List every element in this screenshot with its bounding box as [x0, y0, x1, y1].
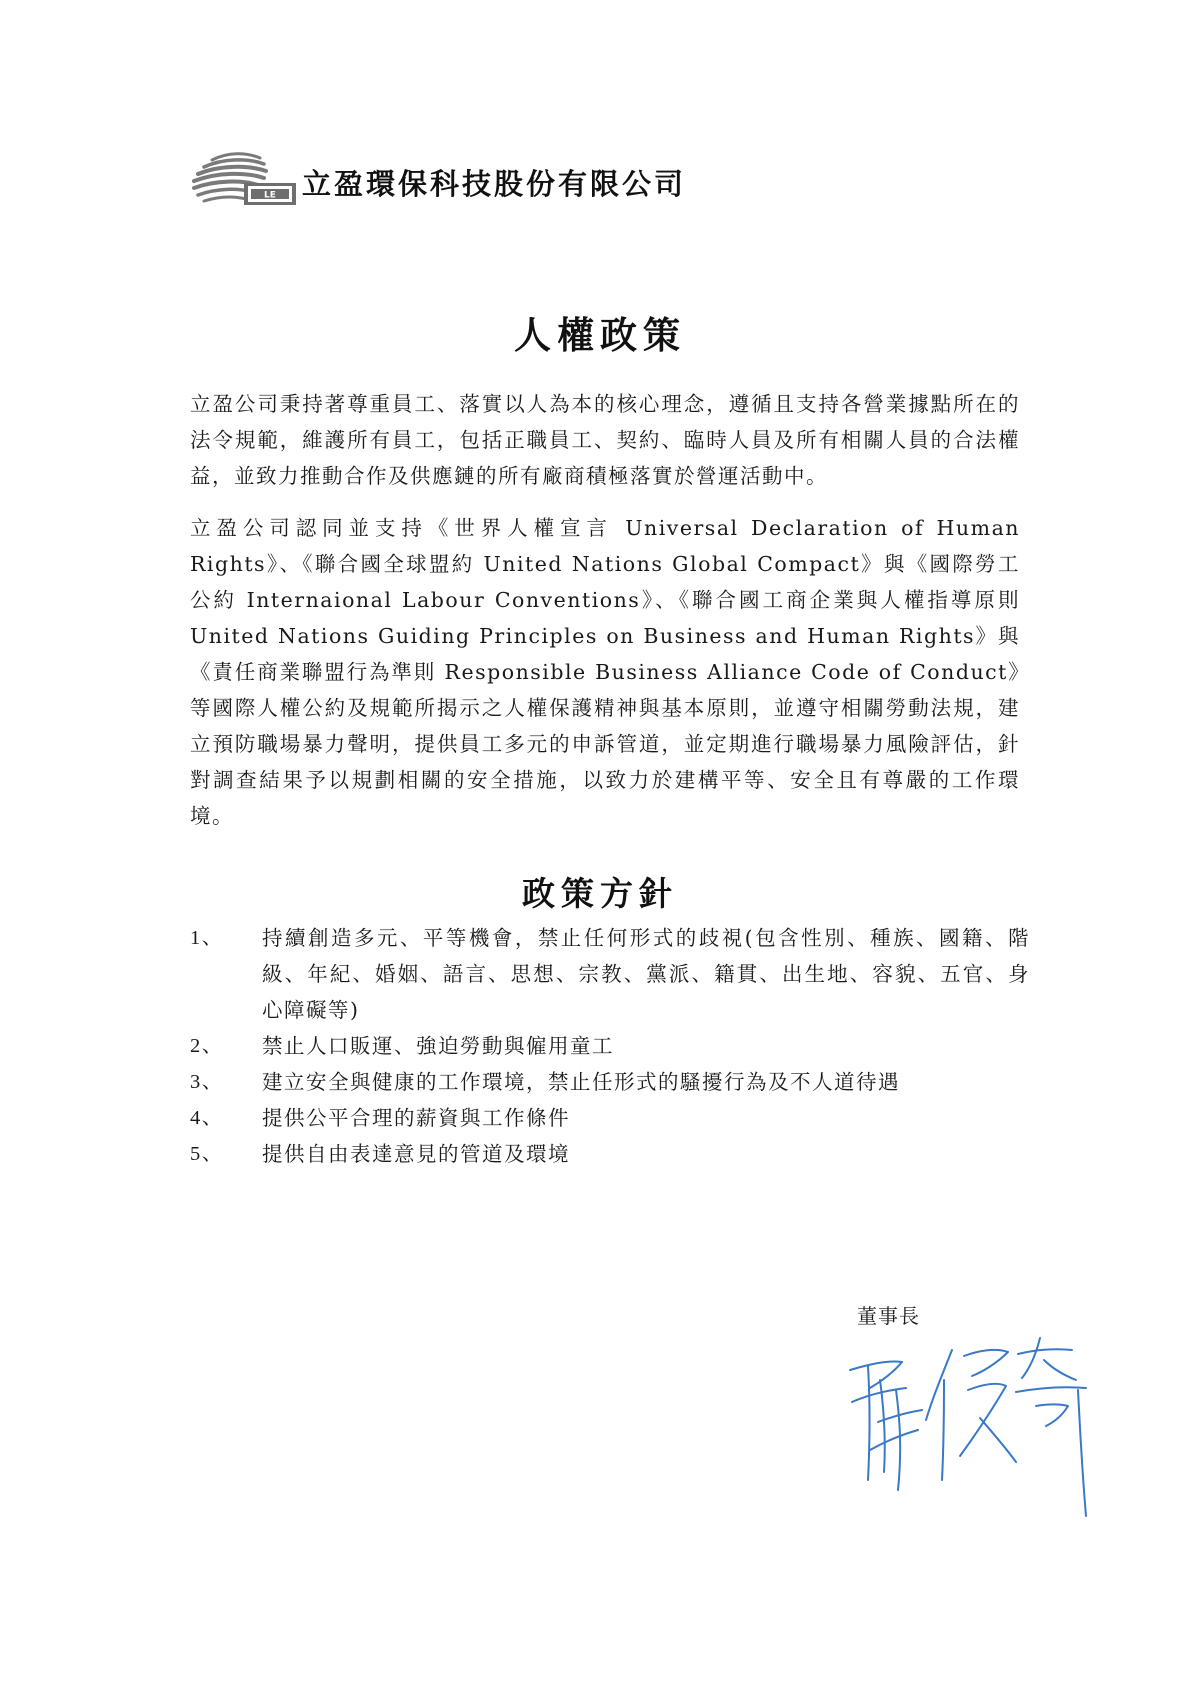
- company-header: [190, 150, 686, 210]
- logo-mark-text: LE: [264, 190, 276, 201]
- list-item: [190, 1064, 1030, 1100]
- list-item: [190, 1100, 1030, 1136]
- company-name: 立盈環保科技股份有限公司: [302, 166, 687, 201]
- commitment-paragraph: 立盈公司認同並支持《世界人權宣言 Universal Declaration of Human Rights》、《聯合國全球盟約 United Nations Global Compact》與《國際勞工公約 Internaional Labour Conventions》、《聯合國工商企業與人權指導原則 United Nations Guiding Principles on Business and Human Rights》與《責任商業聯盟行為準則 Responsible Business Alliance Code of Conduct》等國際人權公約及規範所揭示之人權保護精神與基本原則，並遵守相關勞動法規，建立預防職場暴力聲明，提供員工多元的申訴管道，並定期進行職場暴力風險評估，針對調查結果予以規劃相關的安全措施，以致力於建構平等、安全且有尊嚴的工作環境。: [190, 516, 1020, 828]
- policy-list: [190, 920, 1030, 1172]
- list-item: [190, 1136, 1030, 1172]
- list-item-text: 持續創造多元、平等機會，禁止任何形式的歧視(包含性別、種族、國籍、階級、年紀、婚姻、語言、思想、宗教、黨派、籍貫、出生地、容貌、五官、身心障礙等): [262, 926, 1030, 1022]
- list-item-text: 提供自由表達意見的管道及環境: [262, 1142, 570, 1166]
- handwritten-signature: [840, 1330, 1100, 1520]
- list-item-number: 4、: [190, 1107, 224, 1129]
- policy-section-title: 政策方針: [522, 874, 678, 913]
- list-item-number: 5、: [190, 1143, 224, 1165]
- list-item: [190, 1028, 1030, 1064]
- list-item: [190, 920, 1030, 1028]
- document-title: 人權政策: [514, 314, 686, 357]
- company-wave-logo-icon: [190, 150, 298, 210]
- list-item-text: 禁止人口販運、強迫勞動與僱用童工: [262, 1034, 614, 1058]
- intro-paragraph: 立盈公司秉持著尊重員工、落實以人為本的核心理念，遵循且支持各營業據點所在的法令規範，維護所有員工，包括正職員工、契約、臨時人員及所有相關人員的合法權益，並致力推動合作及供應鏈的所有廠商積極落實於營運活動中。: [190, 392, 1020, 488]
- list-item-text: 提供公平合理的薪資與工作條件: [262, 1106, 570, 1130]
- list-item-number: 1、: [190, 927, 224, 949]
- list-item-text: 建立安全與健康的工作環境，禁止任形式的騷擾行為及不人道待遇: [262, 1070, 900, 1094]
- signatory-title: 董事長: [857, 1304, 920, 1328]
- list-item-number: 3、: [190, 1071, 224, 1093]
- list-item-number: 2、: [190, 1035, 224, 1057]
